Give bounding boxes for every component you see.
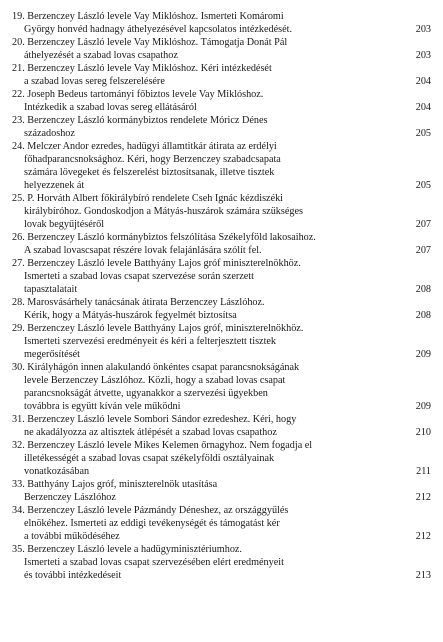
toc-entry-continuation: [0, 569, 409, 582]
toc-entry: [0, 478, 443, 504]
toc-page-number: 212: [415, 492, 431, 503]
toc-entry-text: főhadparancsnoksághoz. Kéri, hogy Berzenczey szabadcsapata: [24, 154, 281, 165]
toc-entry-text: áthelyezését a szabad lovas csapathoz: [24, 50, 178, 61]
toc-entry-number: 23.: [12, 115, 25, 126]
toc-entry-text: lovak begyűjtéséről: [24, 219, 105, 230]
toc-entry: [0, 322, 443, 361]
toc-entry-text: parancsnokságát átvette, ugyanakkor a szervezési ügyekben: [24, 388, 268, 399]
toc-entry-text: Ismerteti a szabad lovas csapat szervezésében elért eredményeit: [24, 557, 284, 568]
toc-entry-continuation: [0, 465, 409, 478]
toc-entry-text: megerősítését: [24, 349, 81, 360]
toc-page-number: 211: [416, 466, 431, 477]
toc-entry-text: Berzenczey László kormánybiztos rendelete Móricz Dénes: [27, 115, 268, 126]
toc-entry-text: Berzenczey László levele Vay Miklóshoz. Kéri intézkedését: [27, 63, 272, 74]
toc-entry-text: Berzenczey László levele Pázmándy Déneshez, az országgyűlés: [27, 505, 289, 516]
toc-entry-text: helyezzenek át: [24, 180, 85, 191]
toc-page-number: 204: [415, 102, 431, 113]
toc-page-number: 205: [415, 128, 431, 139]
toc-entry: [0, 231, 443, 257]
toc-entry: [0, 439, 443, 478]
toc-page-number: 207: [415, 245, 431, 256]
toc-entry: [0, 62, 443, 88]
toc-entry-number: 24.: [12, 141, 25, 152]
toc-entry-continuation: [0, 179, 409, 192]
toc-entry-text: illetékességét a szabad lovas csapat székelyföldi osztályainak: [24, 453, 275, 464]
toc-entry: [0, 114, 443, 140]
toc-entry-text: Ismerteti a szabad lovas csapat szervezése során szerzett: [24, 271, 254, 282]
toc-entry-text: Berzenczey László levele Batthyány Lajos gróf, miniszterelnökhöz.: [27, 323, 304, 334]
toc-entry-continuation: [0, 166, 409, 179]
toc-entry-title: [0, 231, 409, 244]
toc-entry-continuation: [0, 270, 409, 283]
toc-entry-continuation: [0, 23, 409, 36]
toc-page-number: 203: [415, 50, 431, 61]
toc-entry-number: 27.: [12, 258, 25, 269]
toc-entry-title: [0, 413, 409, 426]
toc-entry-continuation: [0, 218, 409, 231]
toc-entry-number: 35.: [12, 544, 25, 555]
toc-entry-number: 22.: [12, 89, 25, 100]
toc-page-number: 212: [415, 531, 431, 542]
toc-entry-continuation: [0, 491, 409, 504]
toc-entry-continuation: [0, 101, 409, 114]
toc-entry-number: 25.: [12, 193, 25, 204]
toc-entry: [0, 257, 443, 296]
toc-entry-text: számára lövegeket és felszerelést biztosítsanak, illetve tisztek: [24, 167, 275, 178]
toc-entry-continuation: [0, 283, 409, 296]
toc-entry-number: 21.: [12, 63, 25, 74]
toc-entry: [0, 361, 443, 413]
toc-page-number: 209: [415, 401, 431, 412]
toc-entry-title: [0, 192, 409, 205]
toc-entry-text: Batthyány Lajos gróf, miniszterelnök utasítása: [27, 479, 218, 490]
toc-entry-continuation: [0, 153, 409, 166]
toc-entry: [0, 543, 443, 582]
toc-page-number: 204: [415, 76, 431, 87]
toc-page-number: 208: [415, 284, 431, 295]
toc-entry: [0, 413, 443, 439]
toc-entry-text: levele Berzenczey Lászlóhoz. Közli, hogy a szabad lovas csapat: [24, 375, 286, 386]
toc-entry-text: Berzenczey László levele Vay Miklóshoz. Támogatja Donát Pál: [27, 37, 288, 48]
toc-entry-continuation: [0, 348, 409, 361]
toc-entry-title: [0, 361, 409, 374]
toc-entry: [0, 10, 443, 36]
toc-entry-text: Kérik, hogy a Mátyás-huszárok fegyelmét biztosítsa: [24, 310, 237, 321]
toc-entry: [0, 140, 443, 192]
toc-entry-continuation: [0, 374, 409, 387]
toc-entry-number: 29.: [12, 323, 25, 334]
toc-entry-continuation: [0, 452, 409, 465]
toc-entry: [0, 192, 443, 231]
toc-page-number: 209: [415, 349, 431, 360]
toc-entry-continuation: [0, 244, 409, 257]
toc-entry-title: [0, 114, 409, 127]
toc-entry-title: [0, 36, 409, 49]
toc-entry-title: [0, 478, 409, 491]
toc-entry-text: Berzenczey László levele Mikes Kelemen őrnagyhoz. Nem fogadja el: [27, 440, 313, 451]
toc-entry-number: 33.: [12, 479, 25, 490]
toc-entry-continuation: [0, 517, 409, 530]
toc-entry-title: [0, 504, 409, 517]
toc-entry-text: vonatkozásában: [24, 466, 90, 477]
toc-entry: [0, 296, 443, 322]
toc-entry-text: Berzenczey László levele Sombori Sándor ezredeshez. Kéri, hogy: [27, 414, 297, 425]
toc-entry: [0, 88, 443, 114]
toc-entry-title: [0, 10, 409, 23]
toc-entry-text: Berzenczey László levele a hadügyminisztériumhoz.: [27, 544, 242, 555]
toc-entry-text: a további működéséhez: [24, 531, 120, 542]
toc-page-number: 207: [415, 219, 431, 230]
toc-entry-text: elnökéhez. Ismerteti az eddigi tevékenységét és támogatást kér: [24, 518, 280, 529]
toc-entry-text: A szabad lovascsapat részére lovak felajánlására szólít fel.: [24, 245, 262, 256]
toc-entry-title: [0, 140, 409, 153]
toc-entry-text: Berzenczey Lászlóhoz: [24, 492, 116, 503]
toc-entry-continuation: [0, 426, 409, 439]
toc-entry-continuation: [0, 400, 409, 413]
toc-entry-number: 26.: [12, 232, 25, 243]
toc-entry-text: királybíróhoz. Gondoskodjon a Mátyás-huszárok számára szükséges: [24, 206, 303, 217]
toc-entry-text: György honvéd hadnagy áthelyezésével kapcsolatos intézkedését.: [24, 24, 292, 35]
toc-entry-title: [0, 257, 409, 270]
toc-entry-text: ne akadályozza az altisztek átlépését a szabad lovas csapathoz: [24, 427, 277, 438]
toc-entry-continuation: [0, 127, 409, 140]
toc-entry-title: [0, 439, 409, 452]
toc-entry-text: P. Horváth Albert főkirálybíró rendelete Cseh Ignác kézdiszéki: [27, 193, 284, 204]
toc-entry-text: Melczer Andor ezredes, hadügyi államtitkár átirata az erdélyi: [27, 141, 277, 152]
toc-entry-title: [0, 62, 409, 75]
toc-entry-continuation: [0, 205, 409, 218]
toc-entry-number: 28.: [12, 297, 25, 308]
toc-entry: [0, 36, 443, 62]
toc-entry-number: 20.: [12, 37, 25, 48]
toc-entry-text: századoshoz: [24, 128, 75, 139]
toc-entry-text: továbbra is együtt kíván vele működni: [24, 401, 181, 412]
toc-entry-text: Marosvásárhely tanácsának átirata Berzenczey Lászlóhoz.: [27, 297, 265, 308]
toc-entry-number: 19.: [12, 11, 25, 22]
toc-entry-continuation: [0, 309, 409, 322]
toc-entry-continuation: [0, 387, 409, 400]
toc-entry-continuation: [0, 556, 409, 569]
toc-entry: [0, 504, 443, 543]
toc-entry-text: és további intézkedéseit: [24, 570, 122, 581]
toc-entry-text: Joseph Bedeus tartományi főbiztos levele Vay Miklóshoz.: [27, 89, 264, 100]
toc-entry-title: [0, 88, 409, 101]
toc-entry-number: 31.: [12, 414, 25, 425]
toc-entry-text: Intézkedik a szabad lovas sereg ellátásáról: [24, 102, 197, 113]
toc-page-number: 213: [415, 570, 431, 581]
toc-entry-title: [0, 296, 409, 309]
table-of-contents: [0, 10, 443, 582]
toc-entry-text: tapasztalatait: [24, 284, 78, 295]
toc-entry-text: Berzenczey László kormánybiztos felszólítása Székelyföld lakosaihoz.: [27, 232, 316, 243]
toc-entry-title: [0, 322, 409, 335]
toc-entry-continuation: [0, 49, 409, 62]
toc-entry-title: [0, 543, 409, 556]
toc-entry-text: a szabad lovas sereg felszerelésére: [24, 76, 165, 87]
toc-entry-continuation: [0, 75, 409, 88]
toc-entry-text: Berzenczey László levele Batthyány Lajos gróf miniszterelnökhöz.: [27, 258, 301, 269]
toc-entry-continuation: [0, 335, 409, 348]
toc-page-number: 210: [415, 427, 431, 438]
toc-entry-number: 34.: [12, 505, 25, 516]
toc-entry-text: Berzenczey László levele Vay Miklóshoz. Ismerteti Komáromi: [27, 11, 284, 22]
toc-entry-number: 32.: [12, 440, 25, 451]
toc-entry-continuation: [0, 530, 409, 543]
toc-entry-number: 30.: [12, 362, 25, 373]
toc-page-number: 203: [415, 24, 431, 35]
toc-page-number: 208: [415, 310, 431, 321]
toc-entry-text: Királyhágón innen alakulandó önkéntes csapat parancsnokságának: [27, 362, 300, 373]
toc-page-number: 205: [415, 180, 431, 191]
toc-entry-text: Ismerteti szervezési eredményeit és kéri a felterjesztett tisztek: [24, 336, 277, 347]
